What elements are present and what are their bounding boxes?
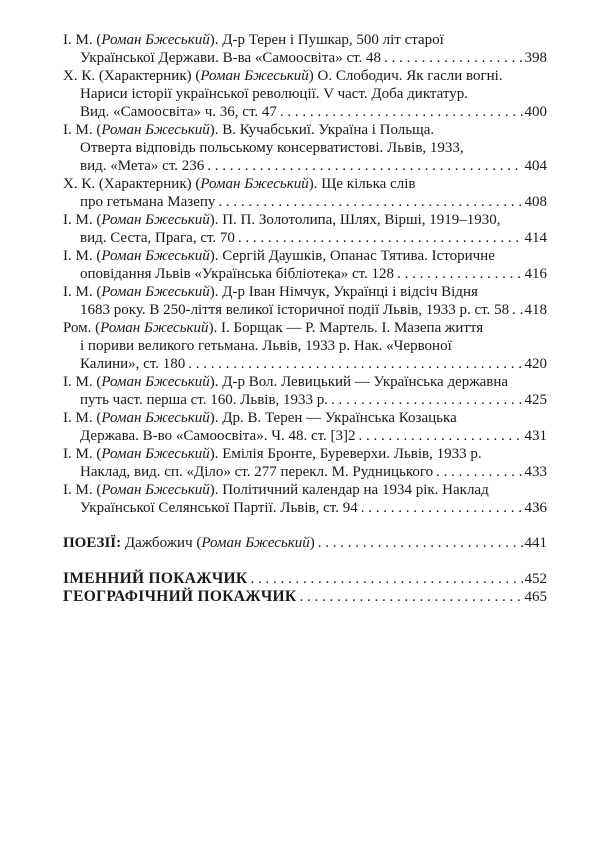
page-number: 408 xyxy=(524,194,547,210)
page-number: 452 xyxy=(524,571,547,587)
entry-line xyxy=(63,283,547,301)
entry-author-name: Роман Бжеський xyxy=(101,482,210,498)
entry-title: ). П. П. Золотолипа, Шлях, Вірші, 1919–1930, xyxy=(209,212,501,228)
entry-author-name: Роман Бжеський xyxy=(200,176,309,192)
toc-entry[interactable] xyxy=(63,481,547,517)
entry-line xyxy=(63,175,547,193)
review-entries xyxy=(63,31,547,517)
entry-title: ). Політичний календар на 1934 рік. Наклад xyxy=(209,482,489,498)
toc-entry[interactable] xyxy=(63,211,547,247)
entry-title: ). Др. В. Терен — Українська Козацька xyxy=(209,410,457,426)
entry-author-prefix: Х. К. (Характерник) ( xyxy=(63,176,201,192)
entry-title: ). Д-р Іван Німчук, Українці і відсіч Відня xyxy=(209,284,478,300)
toc-entry[interactable] xyxy=(63,445,547,481)
page-number: 418 xyxy=(524,302,547,318)
entry-line xyxy=(63,409,547,427)
page-number: 436 xyxy=(524,500,547,516)
entry-text: Отверта відповідь польському консерватистові. Львів, 1933, xyxy=(80,140,464,156)
page-number: 400 xyxy=(524,104,547,120)
toc-entry[interactable] xyxy=(63,67,547,121)
dot-leader xyxy=(381,49,522,67)
page-number: 414 xyxy=(524,230,547,246)
entry-author-prefix: Ром. ( xyxy=(63,320,101,336)
entry-title: ). Емілія Бронте, Буреверхи. Львів, 1933 р. xyxy=(209,446,482,462)
entry-line xyxy=(63,67,547,85)
entry-title: ). І. Борщак — Р. Мартель. І. Мазепа життя xyxy=(208,320,484,336)
entry-text xyxy=(63,68,503,84)
toc-entry[interactable] xyxy=(63,373,547,409)
dot-leader xyxy=(185,355,522,373)
entry-text: про гетьмана Мазепу xyxy=(80,194,216,210)
dot-leader xyxy=(509,301,522,319)
dot-leader xyxy=(394,265,522,283)
entry-line xyxy=(63,499,547,517)
dot-leader xyxy=(204,157,522,175)
page-number: 431 xyxy=(524,428,547,444)
toc-entry-poetry[interactable]: ПОЕЗІЇ: Дажбожич (Роман Бжеський) . . . 441 xyxy=(63,534,547,552)
dot-leader xyxy=(433,463,522,481)
entry-text xyxy=(63,482,489,498)
entry-line xyxy=(63,85,547,103)
entry-text: і пориви великого гетьмана. Львів, 1933 р. Нак. «Червоної xyxy=(80,338,452,354)
dot-leader xyxy=(247,570,522,588)
entry-author-name: Роман Бжеський xyxy=(101,212,210,228)
entry-author-name: Роман Бжеський xyxy=(101,410,210,426)
entry-text xyxy=(63,374,508,390)
toc-entry[interactable] xyxy=(63,319,547,373)
entry-line xyxy=(63,373,547,391)
entry-line xyxy=(63,247,547,265)
entry-author-name: Роман Бжеський xyxy=(101,284,210,300)
poetry-label: ПОЕЗІЇ: xyxy=(63,535,122,551)
entry-author-name: Роман Бжеський xyxy=(101,374,210,390)
entry-text: Калини», ст. 180 xyxy=(80,356,186,372)
entry-title: ). Сергій Даушків, Опанас Тятива. Історичне xyxy=(209,248,495,264)
entry-author-name: Роман Бжеський xyxy=(200,68,309,84)
page-number: 465 xyxy=(524,589,547,605)
page-number: 416 xyxy=(524,266,547,282)
entry-title: ). Ще кілька слів xyxy=(308,176,416,192)
entry-author-prefix: Х. К. (Характерник) ( xyxy=(63,68,201,84)
entry-text xyxy=(63,320,483,336)
toc-entry[interactable] xyxy=(63,409,547,445)
entry-line xyxy=(63,337,547,355)
entry-author-prefix: І. М. ( xyxy=(63,284,102,300)
entry-author-name: Роман Бжеський xyxy=(101,446,210,462)
entry-text: Української Держави. В-ва «Самоосвіта» ст. 48 xyxy=(80,50,382,66)
toc-entry-name-index[interactable]: ІМЕННИЙ ПОКАЖЧИК . . . 452 xyxy=(63,570,547,588)
entry-text: 1683 року. В 250-ліття великої історичної події Львів, 1933 р. ст. 58 xyxy=(80,302,510,318)
entry-line xyxy=(63,463,547,481)
entry-text xyxy=(63,212,501,228)
entry-line xyxy=(63,31,547,49)
entry-text xyxy=(63,122,434,138)
entry-title: ) О. Слободич. Як гасли вогні. xyxy=(308,68,503,84)
dot-leader xyxy=(277,103,523,121)
entry-title: ). В. Кучабськиї. Україна і Польща. xyxy=(209,122,435,138)
entry-author-name: Роман Бжеський xyxy=(100,320,209,336)
entry-text xyxy=(63,410,457,426)
dot-leader xyxy=(328,391,522,409)
entry-line xyxy=(63,193,547,211)
page-number: 441 xyxy=(524,535,547,551)
entry-text: вид. Сеста, Прага, ст. 70 xyxy=(80,230,235,246)
table-of-contents xyxy=(63,31,547,606)
toc-entry[interactable] xyxy=(63,247,547,283)
entry-line xyxy=(63,211,547,229)
entry-line xyxy=(63,103,547,121)
entry-text: Української Селянської Партії. Львів, ст. 94 xyxy=(80,500,358,516)
toc-entry[interactable] xyxy=(63,283,547,319)
entry-text: путь част. перша ст. 160. Львів, 1933 р. xyxy=(80,392,329,408)
entry-author-prefix: І. М. ( xyxy=(63,446,102,462)
entry-line xyxy=(63,49,547,67)
entry-text xyxy=(63,446,482,462)
entry-title: ). Д-р Вол. Левицький — Українська державна xyxy=(209,374,509,390)
dot-leader xyxy=(358,499,523,517)
entry-text: Нариси історії української революції. V част. Доба диктатур. xyxy=(80,86,469,102)
entry-text xyxy=(63,32,444,48)
page-number: 398 xyxy=(524,50,547,66)
entry-line xyxy=(63,355,547,373)
entry-author-name: Роман Бжеський xyxy=(101,32,210,48)
entry-text xyxy=(63,176,415,192)
entry-line xyxy=(63,139,547,157)
entry-text: вид. «Мета» ст. 236 xyxy=(80,158,205,174)
entry-line xyxy=(63,445,547,463)
entry-line xyxy=(63,427,547,445)
entry-title: ). Д-р Терен і Пушкар, 500 літ старої xyxy=(209,32,444,48)
dot-leader xyxy=(356,427,523,445)
entry-author-prefix: І. М. ( xyxy=(63,482,102,498)
entry-line xyxy=(63,265,547,283)
entry-line xyxy=(63,391,547,409)
entry-author-prefix: І. М. ( xyxy=(63,122,102,138)
entry-line xyxy=(63,157,547,175)
entry-text xyxy=(63,248,495,264)
entry-text: Держава. В-во «Самоосвіта». Ч. 48. ст. [3]2 xyxy=(80,428,356,444)
entry-author-name: Роман Бжеський xyxy=(101,122,210,138)
dot-leader xyxy=(235,229,523,247)
entry-line xyxy=(63,301,547,319)
page-number: 404 xyxy=(524,158,547,174)
entry-author-prefix: І. М. ( xyxy=(63,374,102,390)
entry-author-prefix: І. М. ( xyxy=(63,212,102,228)
entry-line xyxy=(63,319,547,337)
page-number: 420 xyxy=(524,356,547,372)
dot-leader xyxy=(215,193,522,211)
dot-leader xyxy=(296,588,522,606)
entry-line xyxy=(63,229,547,247)
page-number: 425 xyxy=(524,392,547,408)
entry-text: Вид. «Самоосвіта» ч. 36, ст. 47 xyxy=(80,104,277,120)
dot-leader xyxy=(315,534,523,552)
entry-author-prefix: І. М. ( xyxy=(63,248,102,264)
page-number: 433 xyxy=(524,464,547,480)
toc-entry[interactable] xyxy=(63,121,547,175)
toc-entry-geo-index[interactable]: ГЕОГРАФІЧНИЙ ПОКАЖЧИК . . . 465 xyxy=(63,588,547,606)
entry-line xyxy=(63,121,547,139)
entry-author-prefix: І. М. ( xyxy=(63,32,102,48)
toc-entry[interactable] xyxy=(63,175,547,211)
entry-text: Наклад, вид. сп. «Діло» ст. 277 перекл. М. Рудницького xyxy=(80,464,434,480)
entry-text xyxy=(63,284,478,300)
entry-author-prefix: І. М. ( xyxy=(63,410,102,426)
entry-author-name: Роман Бжеський xyxy=(101,248,210,264)
entry-line xyxy=(63,481,547,499)
entry-text: оповідання Львів «Українська бібліотека» ст. 128 xyxy=(80,266,395,282)
toc-entry[interactable] xyxy=(63,31,547,67)
